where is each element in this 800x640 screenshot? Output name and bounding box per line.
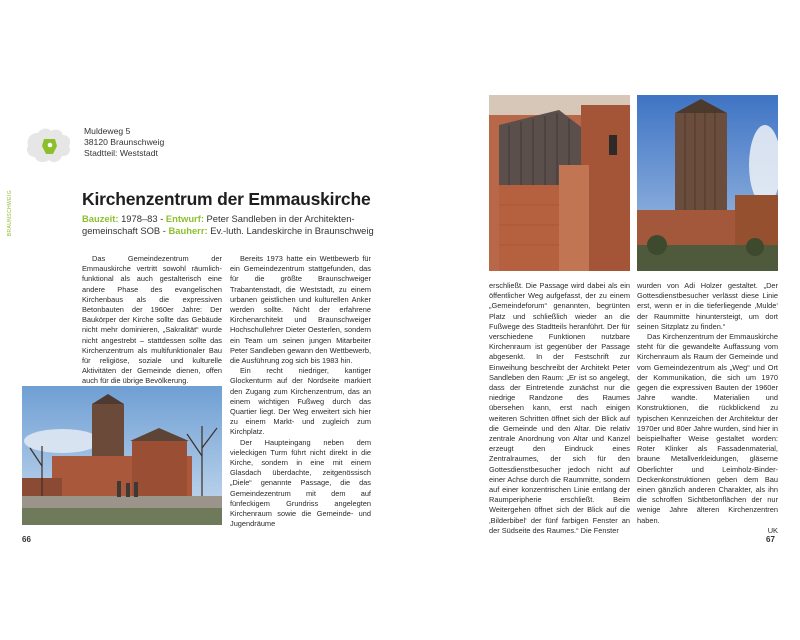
value-design-line2: gemeinschaft SOB <box>82 224 161 236</box>
text-column-2 <box>230 254 371 529</box>
church-tower-photo <box>637 95 778 271</box>
address-street: Muldeweg 5 <box>84 126 131 136</box>
info-block: Bauzeit: 1978–83 - Entwurf: Peter Sandleben in der Architekten- gemeinschaft SOB - Bauherr: Ev.-luth. Landeskirche in Braunschweig <box>82 213 374 236</box>
city-map-icon <box>22 124 76 168</box>
paragraph: wurden von Adi Holzer gestaltet. „Der Gottesdienstbesucher verlässt diese Linie erst, wenn er in die tieferliegende ‚Mulde‘ der Raummitte hinuntersteigt, um dort seinen Sitzplatz zu finden.“ <box>637 281 778 331</box>
paragraph: Der Haupteingang neben dem vieleckigen Turm führt nicht direkt in die Kirche, sondern in eine mit einem Glasdach überdachte, zeitgenössisch „Diele“ genannte Passage, die das Gemeindezentrum mit dem auf fünfeckigem Grundriss angelegten Kirchenraum sowie die Gemeinde- und Jugendräume <box>230 437 371 529</box>
text-column-1 <box>82 254 222 387</box>
page-title: Kirchenzentrum der Emmauskirche <box>82 189 371 209</box>
page-number-left: 66 <box>22 535 31 544</box>
paragraph: Das Kirchenzentrum der Emmauskirche steht für die gewandelte Auffassung vom Kirchenraum als Raum der Gemeinde und vom Gemeindezentrum als „Weg“ und Ort der Kommunikation, die sich um 1970 gegen die expressiven Bauten der 1960er Jahre wandte. Materialien und Konstruktionen, die rückblickend zu typischen Kennzeichen der Architektur der 1970er und 80er Jahre wurden, sind hier in beispielhafter Weise gestaltet worden: Roter Klinker als Fassadenmaterial, braune Metallverkleidungen, gläserne Oberlichter und Leimholz-Binder-Deckenkonstruktionen geben dem Bau einen gänzlich anderen Charakter, als ihn die schroffen Sichtbetonflächen der nur wenige Jahre älteren Kirchenzentren haben. <box>637 332 778 525</box>
text-column-3 <box>489 281 630 536</box>
address-block <box>84 126 164 159</box>
label-built: Bauzeit: <box>82 213 119 224</box>
text-column-4 <box>637 281 778 536</box>
side-tab-label: BRAUNSCHWEIG <box>7 190 13 237</box>
value-design-line1: Peter Sandleben in der Architekten- <box>206 213 355 224</box>
paragraph: erschließt. Die Passage wird dabei als ein öffentlicher Weg aufgefasst, der zu einem „Gemeindeforum“ genannten, begrünten Platz und schließlich wieder an die Fußwege des Stadtteils heranführt. Der für verschiedene Funktionen nutzbare Kirchenraum ist gegenüber der Passage abgesenkt. In der Festschrift zur Einweihung beschreibt der Architekt Peter Sandleben den Raum: „Er ist so angelegt, dass der Eintretende zunächst nur die niedrige Randzone des Raumes übersehen kann, erst nach einigen weiteren Schritten öffnet sich der Blick auf die Gemeinde und den Altar. Die relativ zentrale Anordnung von Altar und Kanzel erzeugt den Eindruck eines Zentralraumes, der sich für den Gottesdienstbesucher jedoch nicht auf einer Achse durch die Raummitte, sondern auf einer konzentrischen Linie entlang der Raumperipherie erschließt. Beim Weitergehen öffnet sich der Blick auf die ‚Bilderbibel‘ der fünf farbigen Fenster an der Südseite des Raumes.“ Die Fenster <box>489 281 630 535</box>
paragraph: Das Gemeindezentrum der Emmauskirche vertritt sowohl räumlich-funktional als auch gestalterisch eine andere Phase des evangelischen Kirchenbaus als die expressiven Betonbauten der 1960er Jahre: Der Baukörper der Kirche sollte das Gebäude nicht mehr dominieren, „Sakralität“ wurde nicht angestrebt – stattdessen sollte das Kirchenzentrum als multifunktionaler Bau für religiöse, soziale und kulturelle Aktivitäten der Gemeinde dienen, offen auch für die übrige Bevölkerung. <box>82 254 222 386</box>
address-district: Stadtteil: Weststadt <box>84 148 158 158</box>
paragraph: Ein recht niedriger, kantiger Glockenturm auf der Nordseite markiert den Zugang zum Kirchenzentrum, das an einem wichtigen Fußweg durch das Quartier liegt. Der Weg erweitert sich hier zu einem Markt- und zugleich zum Kirchplatz. <box>230 366 371 437</box>
bell-tower-photo <box>489 95 630 271</box>
page-number-right: 67 <box>766 535 775 544</box>
church-exterior-photo <box>22 386 222 525</box>
value-built: 1978–83 <box>121 213 158 224</box>
value-owner: Ev.-luth. Landeskirche in Braunschweig <box>210 224 374 236</box>
label-owner: Bauherr: <box>168 224 208 236</box>
author-signature: UK <box>767 525 778 535</box>
address-city: 38120 Braunschweig <box>84 137 165 147</box>
paragraph: Bereits 1973 hatte ein Wettbewerb für ein Gemeindezentrum stattgefunden, das für die größte Braunschweiger Trabantenstadt, die Weststadt, zu einem urbanen geistlichen und kulturellen Anker werden sollte. Nicht der erfahrene Kirchenarchitekt und Braunschweiger Hochschullehrer Dieter Oesterlen, sondern ein Team um seinen jungen Mitarbeiter Peter Sandleben gewann den Wettbewerb, die Ausführung zog sich bis 1983 hin. <box>230 254 371 366</box>
label-design: Entwurf: <box>165 213 204 224</box>
